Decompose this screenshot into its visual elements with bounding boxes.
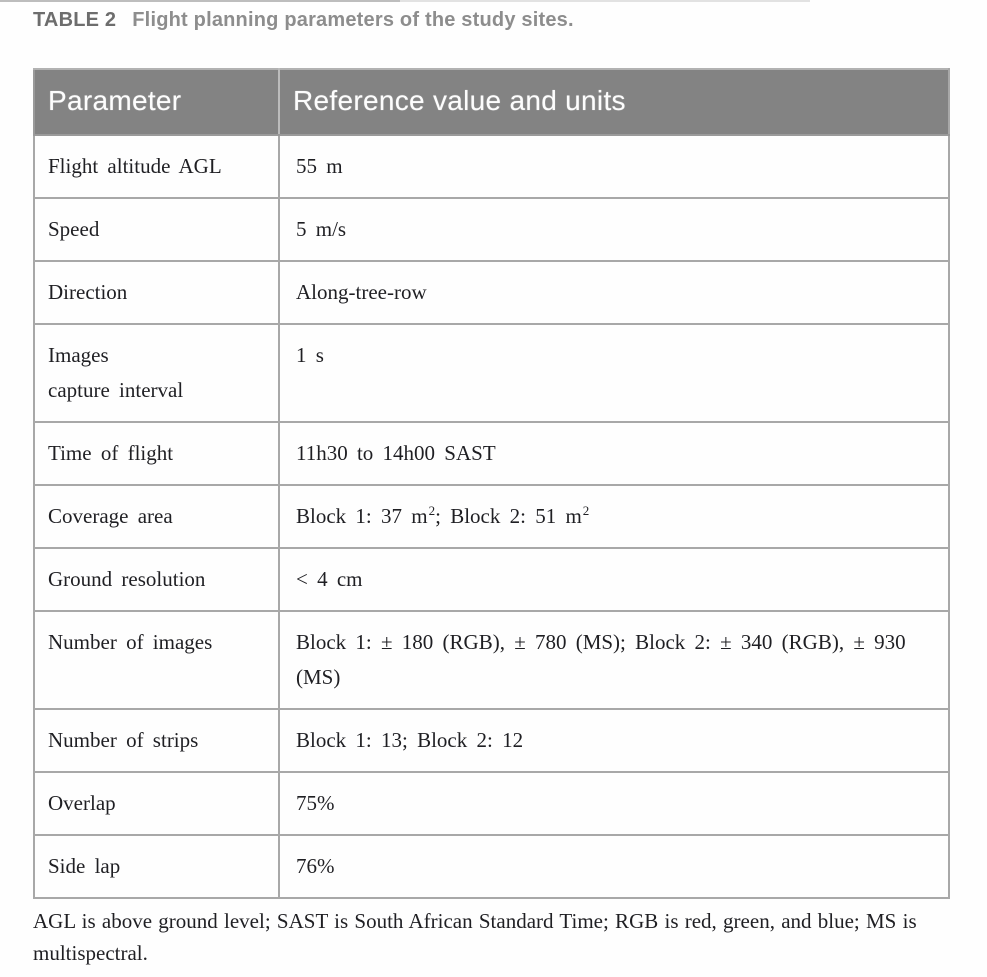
param-cell: Number of strips bbox=[34, 709, 279, 772]
table-row bbox=[34, 709, 949, 772]
param-cell: Number of images bbox=[34, 611, 279, 709]
table-row bbox=[34, 261, 949, 324]
table-row bbox=[34, 835, 949, 898]
value-cell: 1 s bbox=[279, 324, 949, 422]
table-row bbox=[34, 198, 949, 261]
param-cell: Coverage area bbox=[34, 485, 279, 548]
flight-parameters-table bbox=[33, 68, 950, 899]
value-cell: 11h30 to 14h00 SAST bbox=[279, 422, 949, 485]
param-cell: Flight altitude AGL bbox=[34, 135, 279, 198]
param-cell: Speed bbox=[34, 198, 279, 261]
table-row bbox=[34, 135, 949, 198]
table-footnote: AGL is above ground level; SAST is South African Standard Time; RGB is red, green, and blue; MS is multispectral. bbox=[33, 909, 917, 965]
value-cell: < 4 cm bbox=[279, 548, 949, 611]
table-caption bbox=[33, 0, 987, 33]
column-header-reference-value: Reference value and units bbox=[279, 69, 949, 135]
value-cell: 55 m bbox=[279, 135, 949, 198]
value-cell: 76% bbox=[279, 835, 949, 898]
param-cell: Side lap bbox=[34, 835, 279, 898]
param-line: capture interval bbox=[48, 378, 184, 402]
value-cell: Block 1: 13; Block 2: 12 bbox=[279, 709, 949, 772]
table-row bbox=[34, 422, 949, 485]
table-row bbox=[34, 324, 949, 422]
value-cell: Block 1: 37 $m^2$; Block 2: 51 $m^2$ bbox=[279, 485, 949, 548]
table-row bbox=[34, 611, 949, 709]
value-cell: 5 m/s bbox=[279, 198, 949, 261]
param-line: Images bbox=[48, 343, 109, 367]
table-row bbox=[34, 548, 949, 611]
crop-artifact-line bbox=[400, 0, 810, 2]
param-cell: Time of flight bbox=[34, 422, 279, 485]
table-body bbox=[34, 135, 949, 898]
table-caption-text: Flight planning parameters of the study sites. bbox=[132, 9, 574, 31]
value-cell: Block 1: ± 180 (RGB), ± 780 (MS); Block 2: ± 340 (RGB), ± 930 (MS) bbox=[279, 611, 949, 709]
crop-artifact-line bbox=[0, 0, 400, 2]
param-cell: Direction bbox=[34, 261, 279, 324]
table-row bbox=[34, 485, 949, 548]
value-cell: Along-tree-row bbox=[279, 261, 949, 324]
header-row bbox=[34, 69, 949, 135]
param-cell: Overlap bbox=[34, 772, 279, 835]
param-cell: Ground resolution bbox=[34, 548, 279, 611]
value-cell: 75% bbox=[279, 772, 949, 835]
column-header-parameter: Parameter bbox=[34, 69, 279, 135]
param-cell bbox=[34, 324, 279, 422]
table-header bbox=[34, 69, 949, 135]
table-number-label: TABLE 2 bbox=[33, 9, 117, 31]
table-row bbox=[34, 772, 949, 835]
